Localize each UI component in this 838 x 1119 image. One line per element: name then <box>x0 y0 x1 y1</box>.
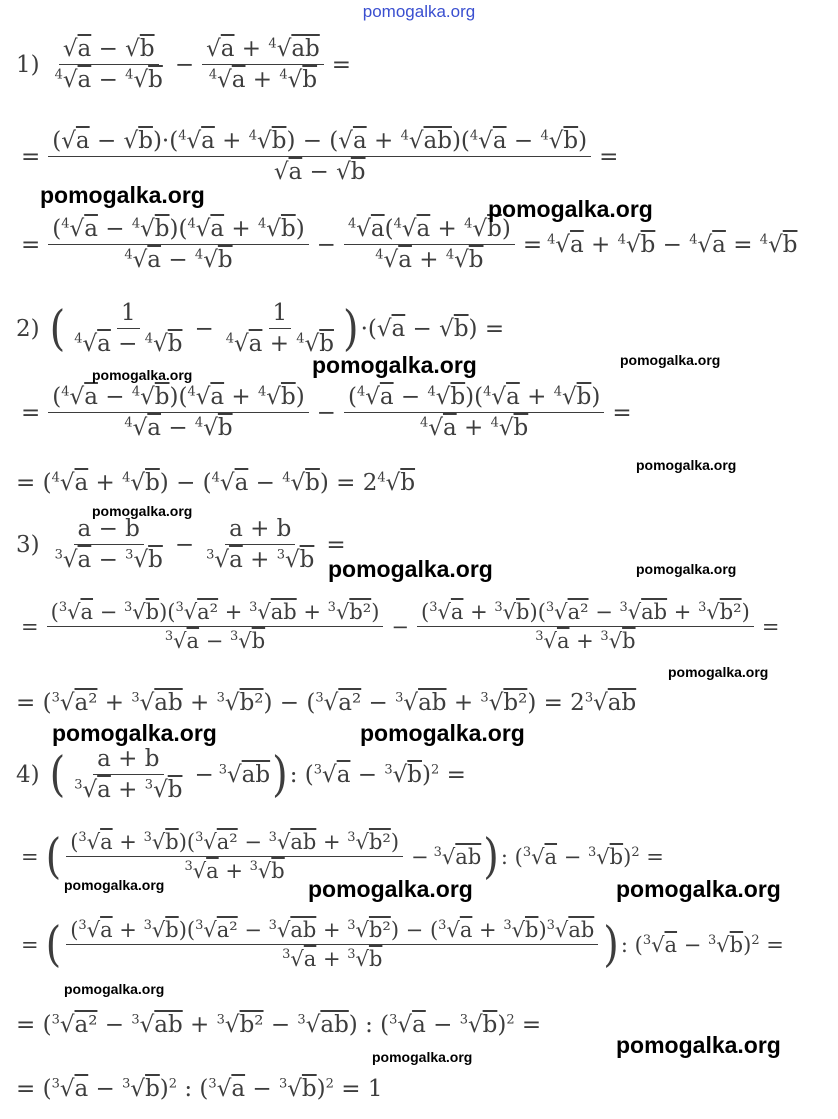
equation-1-line-3: = $\frac{(^4√a - ^4√b)(^4√a + ^4√b)}{^4√a - ^4√b}$ − $\frac{^4√a(^4√a + ^4√b)}{^4√a + ^4√b}$ = $^4$√a + $^4$√b − $^4$√a = $^4$√b <box>21 216 798 273</box>
watermark: pomogalka.org <box>636 561 737 577</box>
fraction: $\frac{(^4√a - ^4√b)(^4√a + ^4√b)}{^4√a + ^4√b}$ <box>344 384 604 441</box>
watermark: pomogalka.org <box>488 196 653 222</box>
equation-1-line-1: 1) $\frac{√a - √b}{^4√a - ^4√b}$ − $\frac{√a + ^4√ab}{^4√a + ^4√b}$ = <box>16 36 352 93</box>
fraction: $\frac{(√a - √b)\cdot(^4√a + ^4√b) - (√a + ^4√ab)(^4√a - ^4√b)}{√a - √b}$ <box>48 128 591 185</box>
watermark: pomogalka.org <box>64 877 165 893</box>
equation-4-line-4: = ($^3$√a² − $^3$√ab + $^3$√b² − $^3$√ab) : $(^3√a - ^3√b)^2$ = <box>16 1012 542 1038</box>
fraction: $\frac{1}{^4√a + ^4√b}$ <box>225 300 334 357</box>
fraction: $\frac{(^4√a - ^4√b)(^4√a + ^4√b)}{^4√a - ^4√b}$ <box>48 216 308 273</box>
equation-2-line-3: = $(^4√a + ^4√b) - (^4√a - ^4√b) = 2^4√b$ <box>16 470 416 496</box>
watermark: pomogalka.org <box>64 981 165 997</box>
fraction: $\frac{^4√a(^4√a + ^4√b)}{^4√a + ^4√b}$ <box>344 216 515 273</box>
fraction: $\frac{(^4√a - ^4√b)(^4√a + ^4√b)}{^4√a - ^4√b}$ <box>48 384 308 441</box>
fraction: $\frac{(^3√a + ^3√b)(^3√a^2 - ^3√ab + ^3√b^2) - (^3√a + ^3√b)^3√ab}{^3√a + ^3√b}$ <box>66 918 598 971</box>
fraction: $\frac{(^3√a + ^3√b)(^3√a^2 - ^3√ab + ^3√b^2)}{^3√a + ^3√b}$ <box>66 830 403 883</box>
equation-number: 3) <box>16 531 40 558</box>
fraction: $\frac{√a + ^4√ab}{^4√a + ^4√b}$ <box>202 36 324 93</box>
fraction: $\frac{a + b}{^3√a + ^3√b}$ <box>74 746 183 803</box>
watermark: pomogalka.org <box>372 1049 473 1065</box>
watermark: pomogalka.org <box>312 352 477 378</box>
fraction: $\frac{a + b}{^3√a + ^3√b}$ <box>206 516 315 573</box>
fraction: $\frac{a - b}{^3√a - ^3√b}$ <box>54 516 163 573</box>
watermark: pomogalka.org <box>308 876 473 902</box>
site-header[interactable]: pomogalka.org <box>362 2 476 21</box>
watermark: pomogalka.org <box>668 664 769 680</box>
equation-3-line-1: 3) $\frac{a - b}{^3√a - ^3√b}$ − $\frac{a + b}{^3√a + ^3√b}$ = <box>16 516 346 573</box>
watermark: pomogalka.org <box>620 352 721 368</box>
watermark: pomogalka.org <box>92 503 193 519</box>
fraction: $\frac{(^3√a - ^3√b)(^3√a^2 + ^3√ab + ^3√b^2)}{^3√a - ^3√b}$ <box>47 600 384 653</box>
watermark: pomogalka.org <box>616 1032 781 1058</box>
equation-number: 2) <box>16 315 40 342</box>
watermark: pomogalka.org <box>52 720 217 746</box>
equation-2-line-2: = $\frac{(^4√a - ^4√b)(^4√a + ^4√b)}{^4√a - ^4√b}$ − $\frac{(^4√a - ^4√b)(^4√a + ^4√b)}{^4√a + ^4√b}$ = <box>21 384 632 441</box>
watermark: pomogalka.org <box>328 556 493 582</box>
watermark: pomogalka.org <box>92 367 193 383</box>
equation-number: 1) <box>16 51 40 78</box>
equation-number: 4) <box>16 761 40 788</box>
fraction: $\frac{1}{^4√a - ^4√b}$ <box>74 300 183 357</box>
equation-4-line-1: 4) ( $\frac{a + b}{^3√a + ^3√b}$ − $^3$√ab ) : $(^3√a - ^3√b)^2$ = <box>16 746 466 803</box>
equation-4-line-5: = $(^3√a - ^3√b)^2$ : $(^3√a - ^3√b)^2 = 1$ <box>16 1076 383 1102</box>
watermark: pomogalka.org <box>360 720 525 746</box>
fraction: $\frac{√a - √b}{^4√a - ^4√b}$ <box>54 36 163 93</box>
equation-4-line-3: = ( $\frac{(^3√a + ^3√b)(^3√a^2 - ^3√ab + ^3√b^2) - (^3√a + ^3√b)^3√ab}{^3√a + ^3√b}$ ) : $(^3√a - ^3√b)^2$ = <box>21 916 784 973</box>
equation-3-line-2: = $\frac{(^3√a - ^3√b)(^3√a^2 + ^3√ab + ^3√b^2)}{^3√a - ^3√b}$ − $\frac{(^3√a + ^3√b)(^3√a^2 - ^3√ab + ^3√b^2)}{^3√a + ^3√b}$ = <box>21 600 780 653</box>
equation-4-line-2: = ( $\frac{(^3√a + ^3√b)(^3√a^2 - ^3√ab + ^3√b^2)}{^3√a + ^3√b}$ − $^3$√ab ) : $(^3√a - ^3√b)^2$ = <box>21 828 664 885</box>
equation-1-line-2: = $\frac{(√a - √b)\cdot(^4√a + ^4√b) - (√a + ^4√ab)(^4√a - ^4√b)}{√a - √b}$ = <box>21 128 619 185</box>
watermark: pomogalka.org <box>636 457 737 473</box>
fraction: $\frac{(^3√a + ^3√b)(^3√a^2 - ^3√ab + ^3√b^2)}{^3√a + ^3√b}$ <box>417 600 754 653</box>
equation-2-line-1: 2) ( $\frac{1}{^4√a - ^4√b}$ − $\frac{1}{^4√a + ^4√b}$ ) ·(√a − √b) = <box>16 300 505 357</box>
watermark: pomogalka.org <box>40 182 205 208</box>
equation-3-line-3: = $(^3√a^2 + ^3√ab + ^3√b^2) - (^3√a^2 - ^3√ab + ^3√b^2) = 2^3√ab$ <box>16 690 637 716</box>
watermark: pomogalka.org <box>616 876 781 902</box>
